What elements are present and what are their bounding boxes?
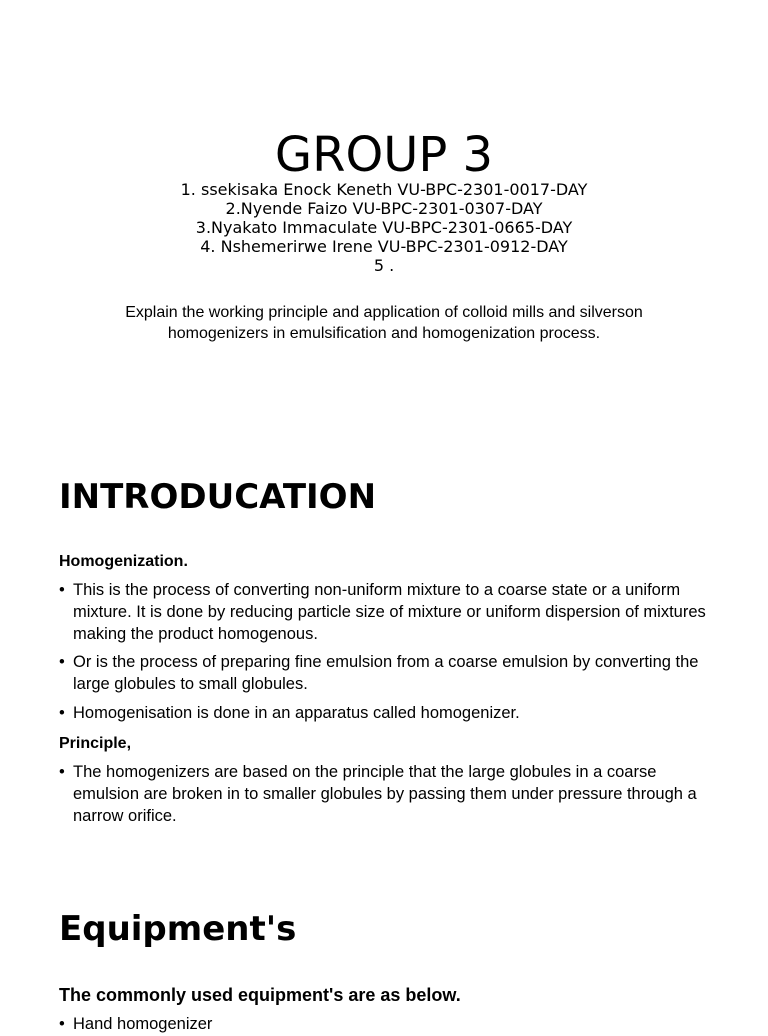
equipment-intro: The commonly used equipment's are as below. <box>59 985 461 1005</box>
member-item: 2.Nyende Faizo VU-BPC-2301-0307-DAY <box>225 199 543 218</box>
member-item: 5 . <box>373 256 395 275</box>
principle-label: Principle, <box>59 735 132 752</box>
member-item: 3.Nyakato Immaculate VU-BPC-2301-0665-DAY <box>195 218 573 237</box>
bullet-item: • This is the process of converting non-uniform mixture to a coarse state or a uniform mixture. It is done by reducing particle size of mixture or uniform dispersion of mixtures making the product homogenous. <box>59 580 709 645</box>
member-item: 4. Nshemerirwe Irene VU-BPC-2301-0912-DAY <box>200 237 568 256</box>
homogenization-bullet-list <box>59 580 709 725</box>
equipment-bullet-list <box>59 1014 709 1036</box>
equipment-heading: Equipment's <box>59 909 297 949</box>
member-item: 1. ssekisaka Enock Keneth VU-BPC-2301-0017-DAY <box>180 180 588 199</box>
member-list <box>0 180 768 275</box>
bullet-item: • Homogenisation is done in an apparatus called homogenizer. <box>59 703 709 725</box>
principle-bullet-list <box>59 762 709 827</box>
group-title: GROUP 3 <box>274 127 494 183</box>
bullet-item: • Or is the process of preparing fine emulsion from a coarse emulsion by converting the large globules to small globules. <box>59 652 709 696</box>
assignment-question: Explain the working principle and application of colloid mills and silverson homogenizers in emulsification and homogenization process. <box>125 304 643 342</box>
introduction-heading: INTRODUCATION <box>59 477 377 517</box>
bullet-item: • Hand homogenizer <box>59 1014 709 1036</box>
bullet-item: • The homogenizers are based on the principle that the large globules in a coarse emulsion are broken in to smaller globules by passing them under pressure through a narrow orifice. <box>59 762 709 827</box>
homogenization-label: Homogenization. <box>59 553 188 570</box>
